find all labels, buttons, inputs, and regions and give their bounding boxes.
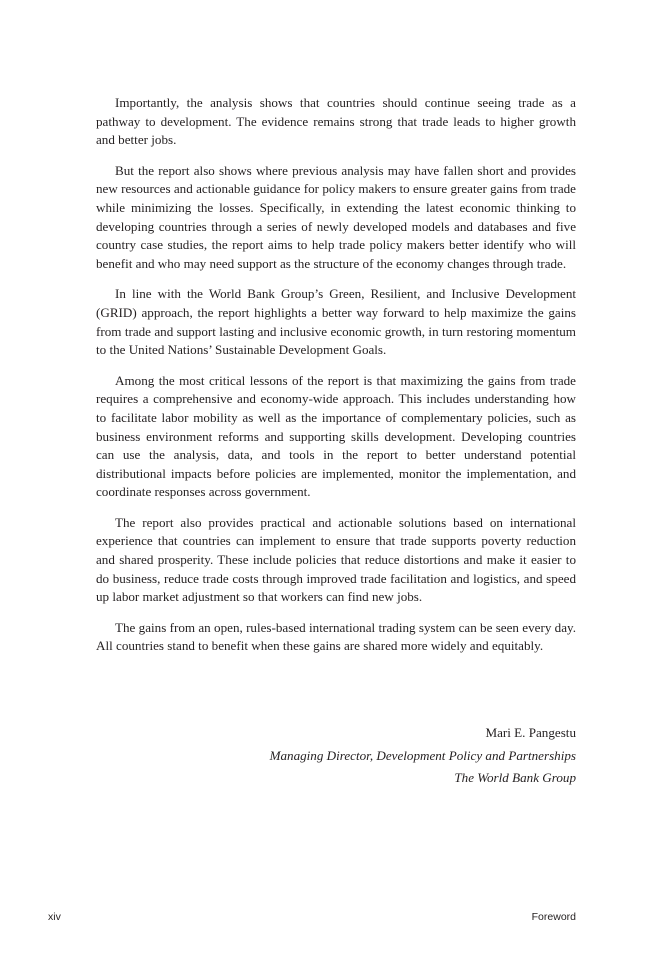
paragraph-1: Importantly, the analysis shows that countries should continue seeing trade as a pathway to development. The evidence remains strong that trade leads to higher growth and better jobs. (96, 95, 576, 148)
paragraph-6: The gains from an open, rules-based international trading system can be seen every day. All countries stand to benefit when these gains are shared more widely and equitably. (96, 619, 576, 654)
paragraph-5: The report also provides practical and actionable solutions based on international experience that countries can implement to ensure that trade supports poverty reduction and shared prosperity. These include policies that reduce distortions and make it easier to do business, reduce trade costs through improved trade facilitation and logistics, and speed up labor market adjustment so that workers can find new jobs. (96, 514, 576, 605)
signatory-title: Managing Director, Development Policy and Partnerships (269, 747, 576, 763)
paragraph-2: But the report also shows where previous analysis may have fallen short and provides new resources and actionable guidance for policy makers to ensure greater gains from trade while minimizing the losses. Specifically, in extending the latest economic thinking to developing countries through a series of newly developed models and databases and five country case studies, the report aims to help trade policy makers better identify who will benefit and who may need support as the structure of the economy changes through trade. (96, 162, 576, 271)
running-footer-section: Foreword (531, 911, 576, 923)
page-number: xiv (48, 911, 61, 923)
paragraph-4: Among the most critical lessons of the report is that maximizing the gains from trade requires a comprehensive and economy-wide approach. This includes understanding how to facilitate labor mobility as well as the importance of complementary policies, such as business environment reforms and supporting skills development. Developing countries can use the analysis, data, and tools in the report to better understand potential distributional impacts before policies are implemented, monitor the implementation, and coordinate responses across government. (96, 372, 576, 500)
signatory-organization: The World Bank Group (454, 770, 576, 785)
signature-block (270, 722, 576, 790)
foreword-body (96, 94, 576, 668)
signatory-name: Mari E. Pangestu (485, 725, 576, 740)
paragraph-3: In line with the World Bank Group’s Green, Resilient, and Inclusive Development (GRID) approach, the report highlights a better way forward to help maximize the gains from trade and support lasting and inclusive economic growth, in turn restoring momentum to the United Nations’ Sustainable Development Goals. (96, 286, 576, 358)
